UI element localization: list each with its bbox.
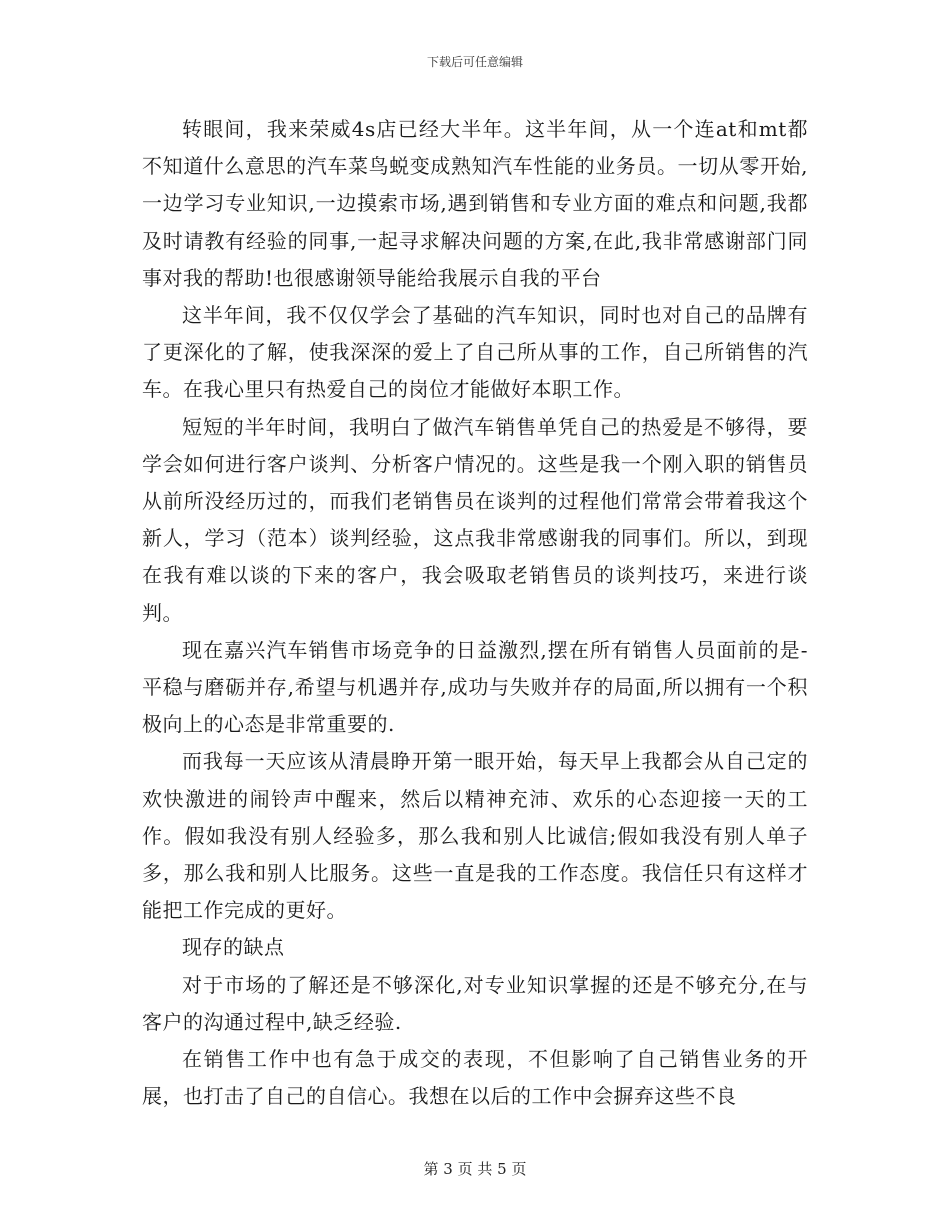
paragraph-7: 在销售工作中也有急于成交的表现，不但影响了自己销售业务的开展，也打击了自己的自信心。我想在以后的工作中会摒弃这些不良 [142,1047,808,1109]
document-body [142,111,808,1115]
section-heading-shortcomings: 现存的缺点 [182,935,285,960]
paragraph-6: 对于市场的了解还是不够深化,对专业知识掌握的还是不够充分,在与客户的沟通过程中,缺乏经验. [142,972,808,1034]
page-footer: 第 3 页 共 5 页 [423,1160,527,1178]
page-header: 下载后可任意编辑 [426,55,523,69]
paragraph-4: 现在嘉兴汽车销售市场竞争的日益激烈,摆在所有销售人员面前的是-平稳与磨砺并存,希望与机遇并存,成功与失败并存的局面,所以拥有一个积极向上的心态是非常重要的. [142,637,808,737]
paragraph-1: 转眼间，我来荣威4s店已经大半年。这半年间，从一个连at和mt都不知道什么意思的汽车菜鸟蜕变成熟知汽车性能的业务员。一切从零开始,一边学习专业知识,一边摸索市场,遇到销售和专业方面的难点和问题,我都及时请教有经验的同事,一起寻求解决问题的方案,在此,我非常感谢部门同事对我的帮助!也很感谢领导能给我展示自我的平台 [142,117,808,290]
paragraph-2: 这半年间，我不仅仅学会了基础的汽车知识，同时也对自己的品牌有了更深化的了解，使我深深的爱上了自己所从事的工作，自己所销售的汽车。在我心里只有热爱自己的岗位才能做好本职工作。 [142,303,808,402]
paragraph-5: 而我每一天应该从清晨睁开第一眼开始，每天早上我都会从自己定的欢快激进的闹铃声中醒来，然后以精神充沛、欢乐的心态迎接一天的工作。假如我没有别人经验多，那么我和别人比诚信;假如我没有别人单子多，那么我和别人比服务。这些一直是我的工作态度。我信任只有这样才能把工作完成的更好。 [142,749,808,923]
paragraph-3: 短短的半年时间，我明白了做汽车销售单凭自己的热爱是不够得，要学会如何进行客户谈判、分析客户情况的。这些是我一个刚入职的销售员从前所没经历过的，而我们老销售员在谈判的过程他们常常会带着我这个新人，学习（范本）谈判经验，这点我非常感谢我的同事们。所以，到现在我有难以谈的下来的客户，我会吸取老销售员的谈判技巧，来进行谈判。 [142,414,808,625]
